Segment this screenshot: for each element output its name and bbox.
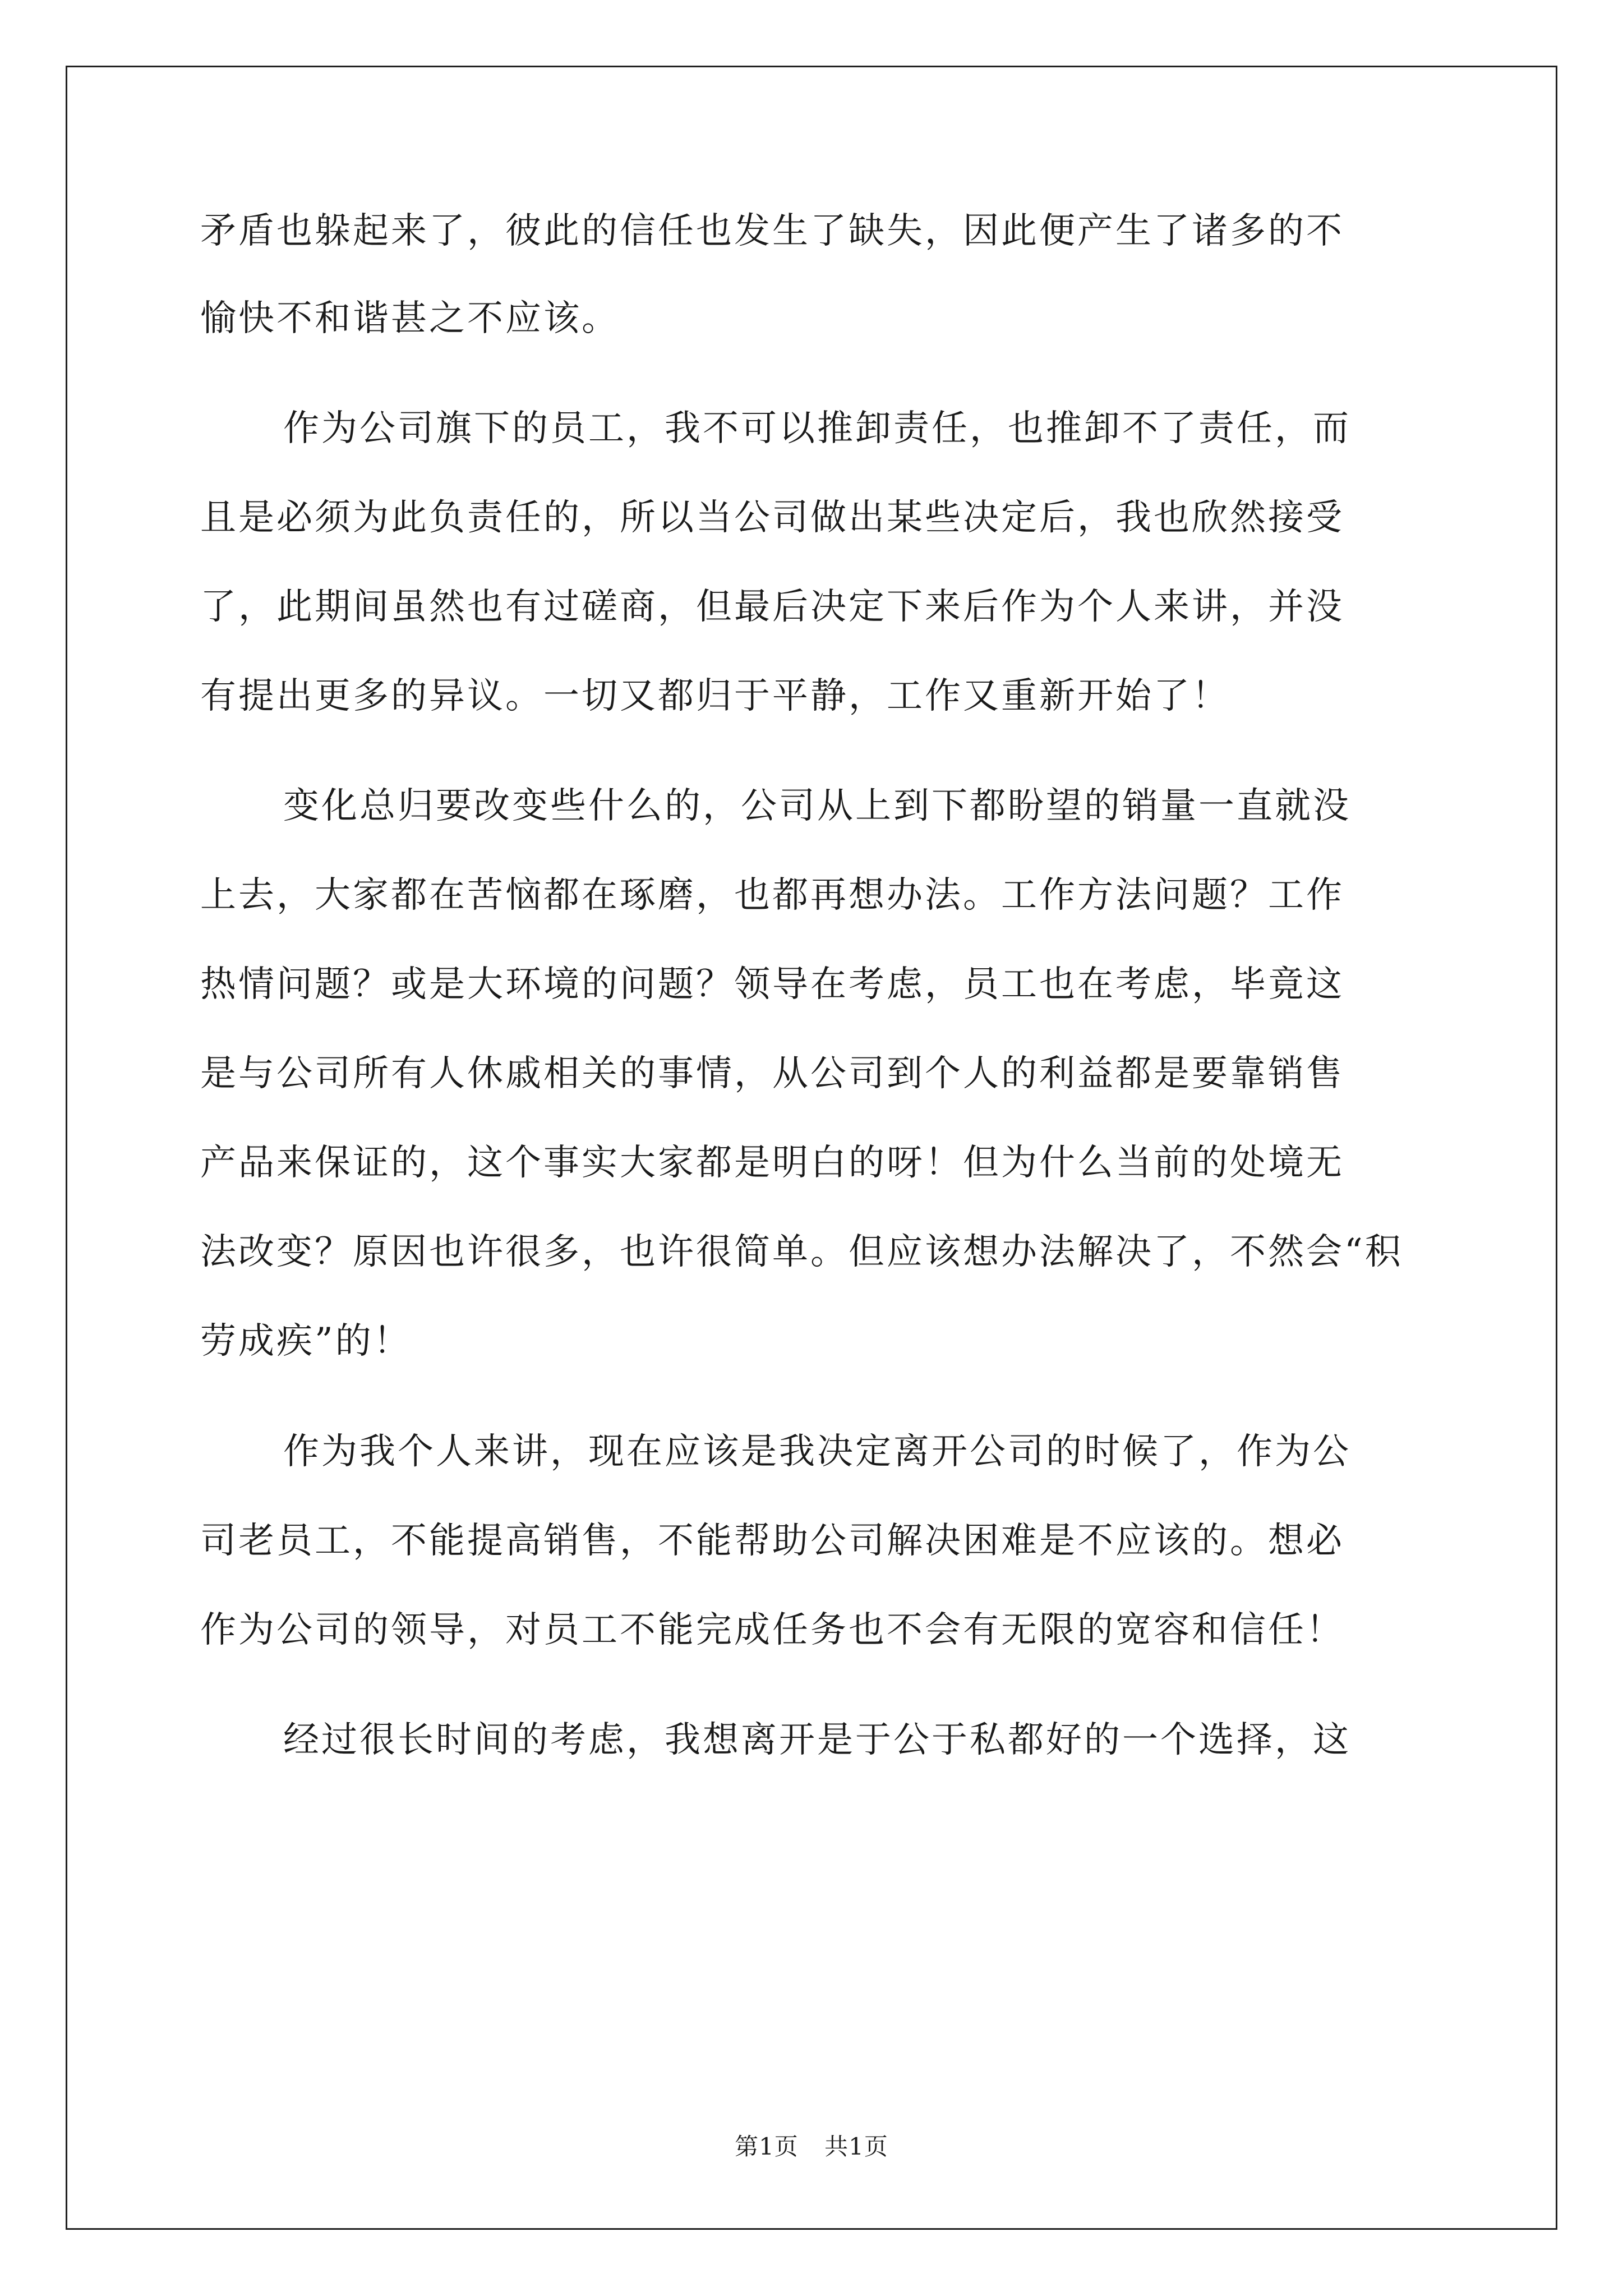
page-total: 共1页 bbox=[824, 2133, 888, 2160]
text-line: 法改变？原因也许很多，也许很简单。但应该想办法解决了，不然会“积 bbox=[200, 1231, 1403, 1273]
text-line: 作为公司的领导，对员工不能完成任务也不会有无限的宽容和信任！ bbox=[200, 1609, 1344, 1651]
text-line: 有提出更多的异议。一切又都归于平静，工作又重新开始了！ bbox=[200, 675, 1230, 717]
text-line: 司老员工，不能提高销售，不能帮助公司解决困难是不应该的。想必 bbox=[200, 1520, 1344, 1562]
text-line: 矛盾也躲起来了，彼此的信任也发生了缺失，因此便产生了诸多的不 bbox=[200, 210, 1344, 252]
text-line: 产品来保证的，这个事实大家都是明白的呀！但为什么当前的处境无 bbox=[200, 1142, 1344, 1184]
text-line: 了，此期间虽然也有过磋商，但最后决定下来后作为个人来讲，并没 bbox=[200, 586, 1344, 628]
paragraph-start-line: 经过很长时间的考虑，我想离开是于公于私都好的一个选择，这 bbox=[283, 1719, 1351, 1761]
text-line: 上去，大家都在苦恼都在琢磨，也都再想办法。工作方法问题？工作 bbox=[200, 875, 1344, 916]
paragraph-start-line: 变化总归要改变些什么的，公司从上到下都盼望的销量一直就没 bbox=[283, 785, 1351, 827]
text-line: 愉快不和谐甚之不应该。 bbox=[200, 298, 620, 339]
paragraph-start-line: 作为我个人来讲，现在应该是我决定离开公司的时候了，作为公 bbox=[283, 1431, 1351, 1473]
text-line: 劳成疾”的！ bbox=[200, 1320, 412, 1362]
text-line: 热情问题？或是大环境的问题？领导在考虑，员工也在考虑，毕竟这 bbox=[200, 964, 1344, 1005]
text-line: 是与公司所有人休戚相关的事情，从公司到个人的利益都是要靠销售 bbox=[200, 1053, 1344, 1094]
text-line: 且是必须为此负责任的，所以当公司做出某些决定后，我也欣然接受 bbox=[200, 497, 1344, 539]
page-number: 第1页 bbox=[735, 2133, 799, 2160]
page-footer bbox=[0, 2133, 1623, 2161]
paragraph-start-line: 作为公司旗下的员工，我不可以推卸责任，也推卸不了责任，而 bbox=[283, 408, 1351, 449]
